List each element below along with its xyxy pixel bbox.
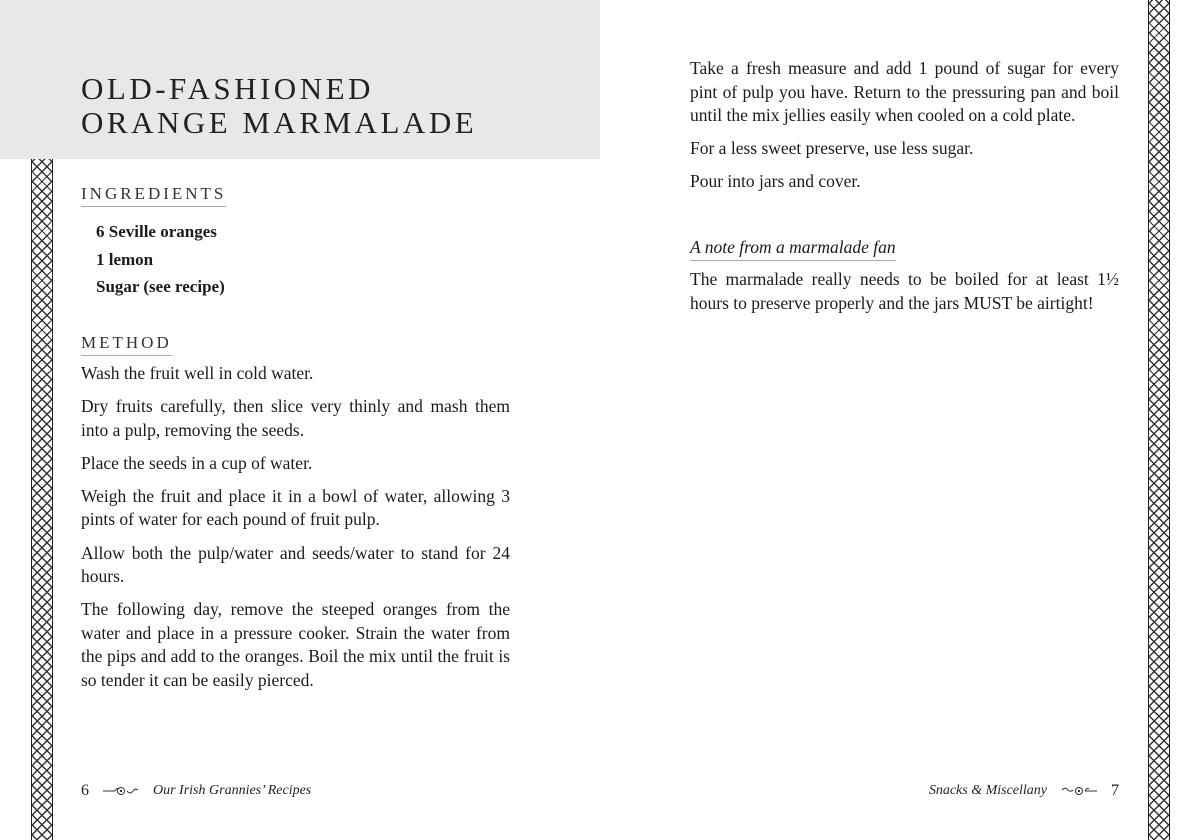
method-step: Weigh the fruit and place it in a bowl of water, allowing 3 pints of water for each pound of fruit pulp.	[81, 485, 510, 530]
method-step: For a less sweet preserve, use less sugar.	[690, 138, 974, 159]
ingredients-heading: INGREDIENTS	[81, 184, 226, 207]
method-step: Take a fresh measure and add 1 pound of sugar for every pint of pulp you have. Return to the pressuring pan and boil until the mix jellies easily when cooled on a cold plate.	[690, 58, 1119, 126]
method-step: Dry fruits carefully, then slice very thinly and mash them into a pulp, removing the seeds.	[81, 396, 510, 440]
ingredient-item: 6 Seville oranges	[96, 222, 217, 241]
method-heading: METHOD	[81, 333, 172, 356]
recipe-title-line-1: OLD-FASHIONED	[81, 71, 374, 106]
running-head-left: Our Irish Grannies’ Recipes	[153, 783, 312, 798]
footer-right	[929, 782, 1119, 800]
page-number-right: 7	[1111, 782, 1119, 799]
scroll-ornament-icon	[1059, 784, 1099, 798]
celtic-knot-border-right	[1148, 0, 1170, 840]
ingredient-list	[96, 218, 225, 301]
note-title: A note from a marmalade fan	[690, 236, 896, 261]
method-column-left	[81, 362, 510, 702]
method-step: Allow both the pulp/water and seeds/water to stand for 24 hours.	[81, 542, 510, 587]
note-text: The marmalade really needs to be boiled for at least 1½ hours to preserve properly and the jars MUST be airtight!	[690, 269, 1119, 314]
ingredient-item: 1 lemon	[96, 249, 154, 269]
footer-left	[81, 782, 311, 800]
running-head-right: Snacks & Miscellany	[928, 783, 1047, 798]
method-step: Wash the fruit well in cold water.	[81, 363, 314, 383]
scroll-ornament-icon	[101, 784, 141, 798]
page-number-left: 6	[81, 782, 89, 799]
recipe-title-line-2: ORANGE MARMALADE	[81, 105, 478, 140]
method-column-right	[690, 57, 1119, 325]
method-step: Place the seeds in a cup of water.	[81, 452, 313, 473]
recipe-title	[81, 72, 477, 140]
method-step: The following day, remove the steeped oranges from the water and place in a pressure cooker. Strain the water from the pips and add to the oranges. Boil the mix until the fruit is so tender it can be easily pierced.	[81, 599, 510, 691]
method-step: Pour into jars and cover.	[690, 171, 861, 192]
ingredient-item: Sugar (see recipe)	[96, 277, 225, 296]
